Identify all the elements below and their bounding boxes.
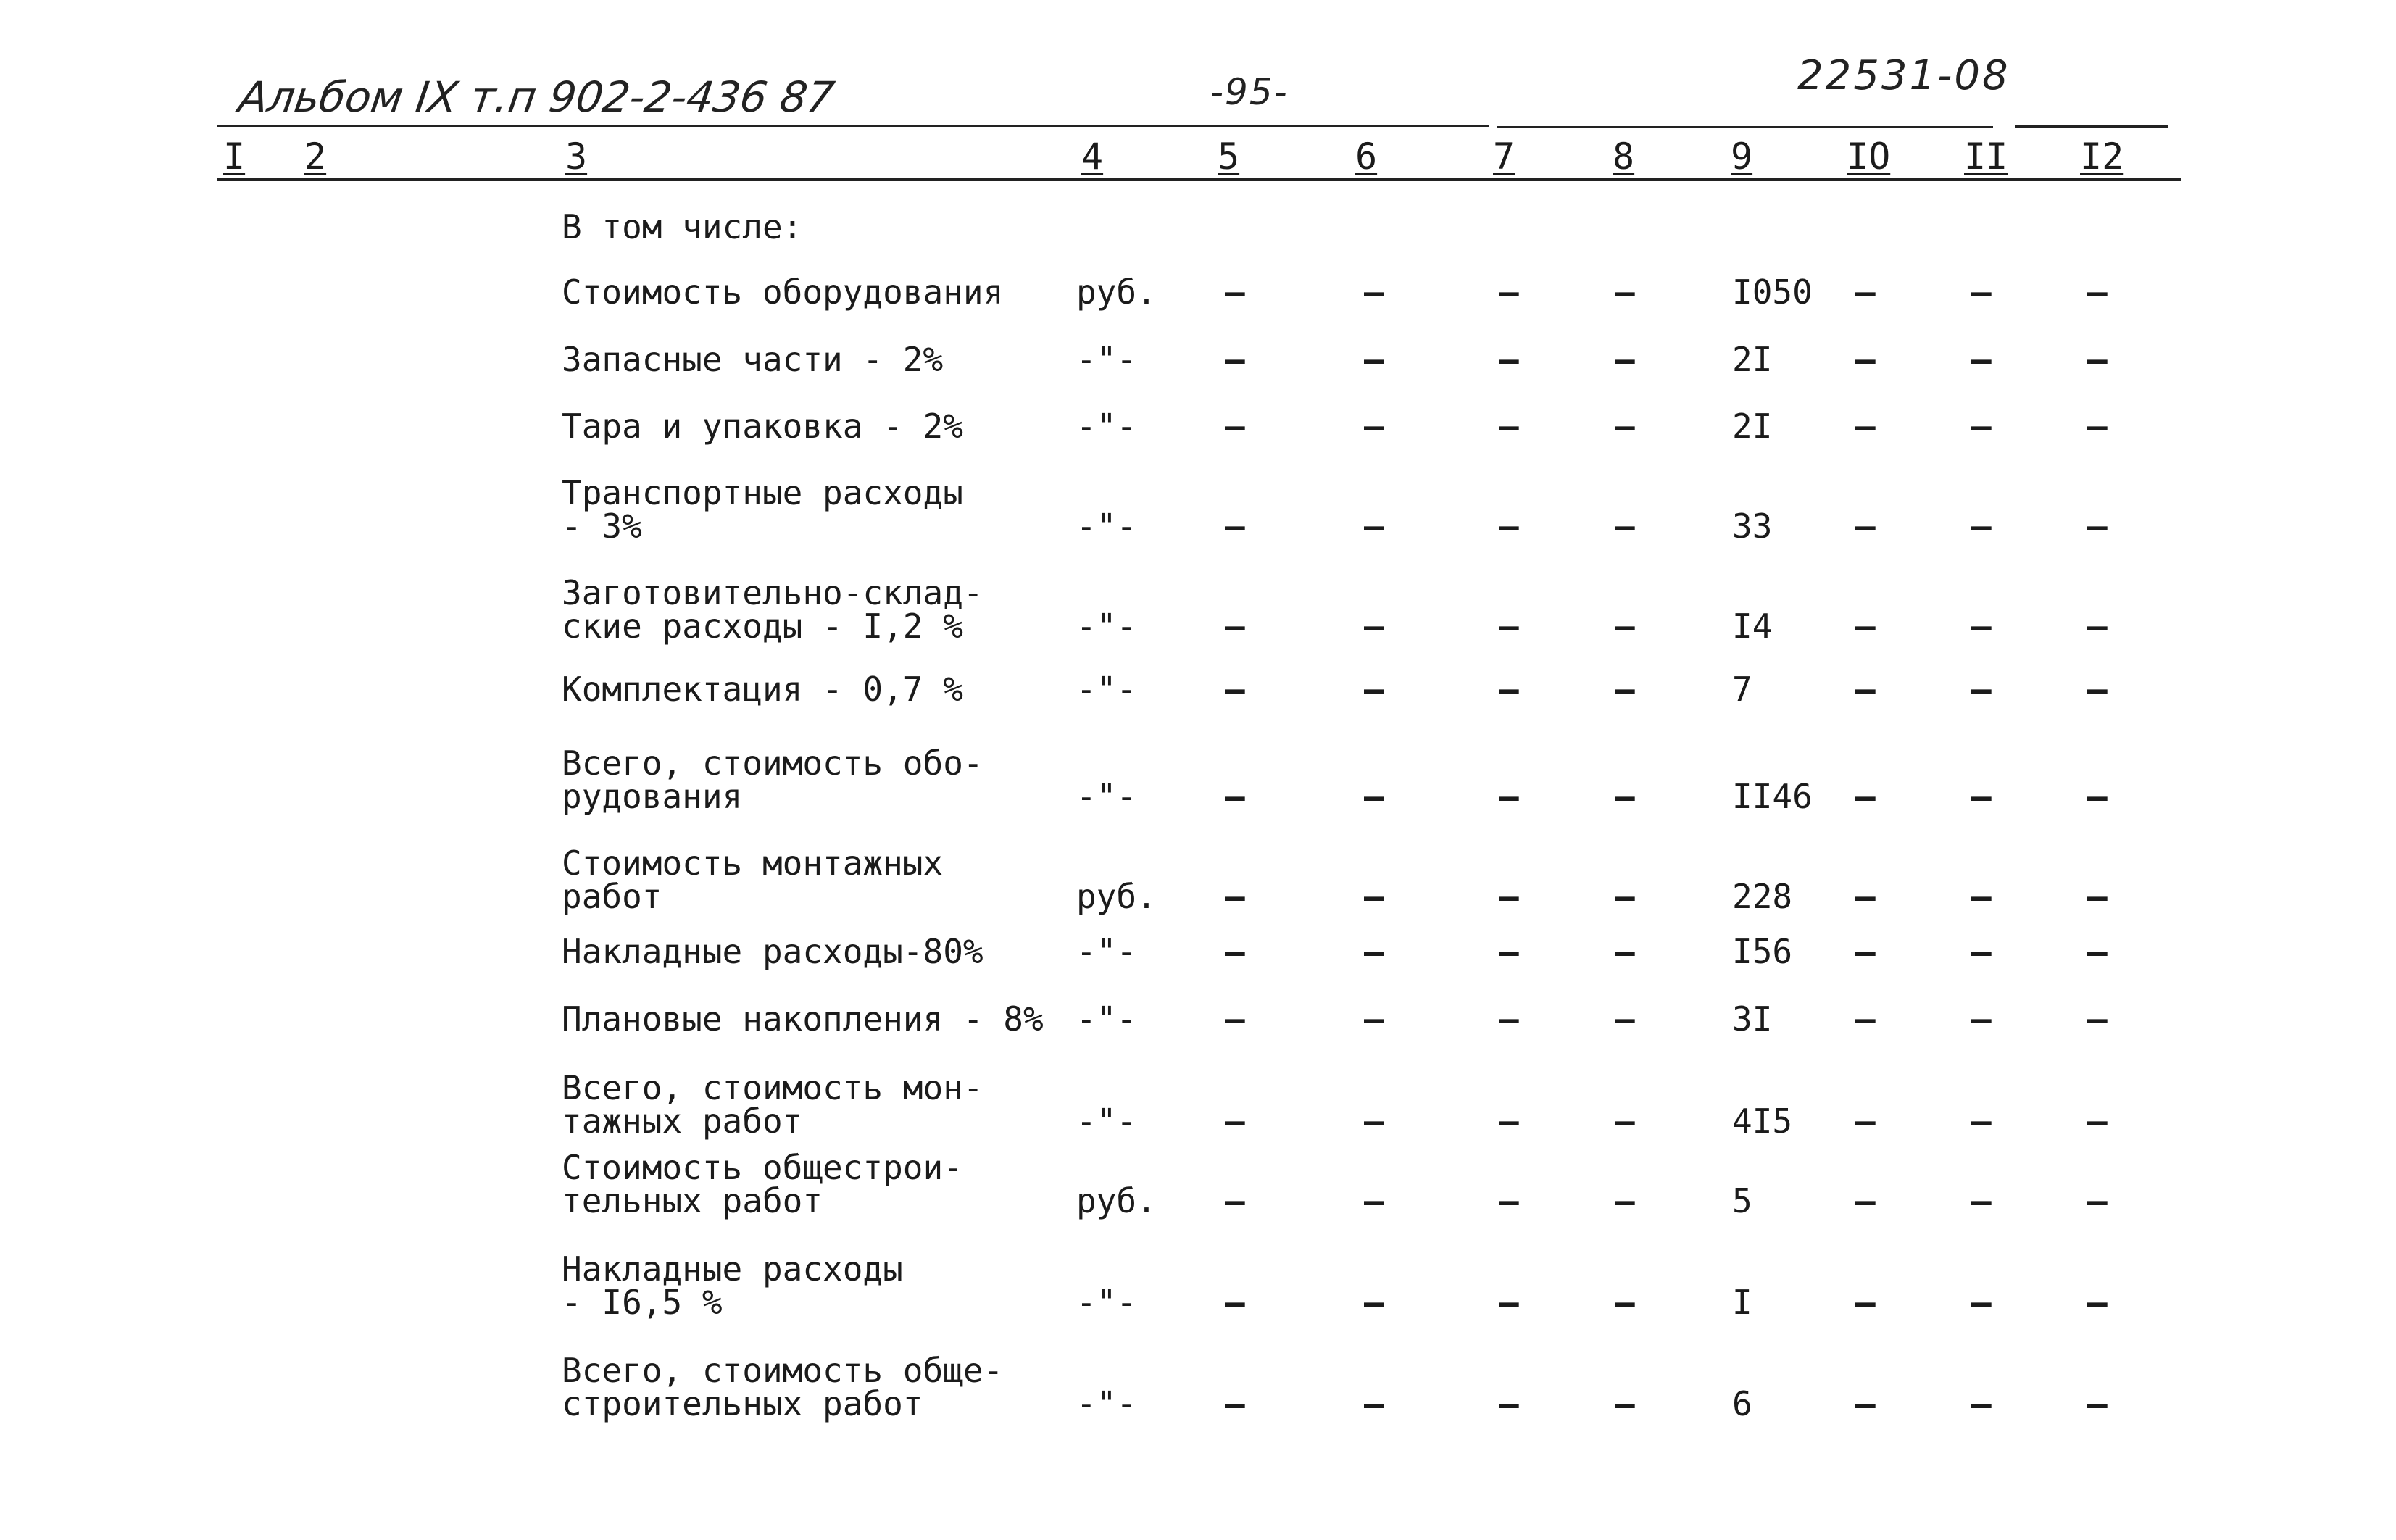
row-cell-c12: – bbox=[2087, 777, 2108, 816]
row-cell-c6: – bbox=[1364, 340, 1384, 379]
row-cell-c12: – bbox=[2087, 877, 2108, 916]
row-cell-c6: – bbox=[1364, 1384, 1384, 1423]
page-number: -95- bbox=[1210, 71, 1289, 113]
row-cell-c12: – bbox=[2087, 1181, 2108, 1220]
row-cell-c5: – bbox=[1225, 932, 1245, 971]
row-cell-c5: – bbox=[1225, 777, 1245, 816]
row-value-col9: I050 bbox=[1732, 272, 1813, 312]
row-cell-c8: – bbox=[1615, 272, 1635, 312]
column-number: 3 bbox=[565, 136, 588, 178]
row-cell-c6: – bbox=[1364, 999, 1384, 1039]
row-cell-c5: – bbox=[1225, 272, 1245, 312]
row-cell-c10: – bbox=[1855, 607, 1876, 646]
row-cell-c5: – bbox=[1225, 877, 1245, 916]
row-cell-c10: – bbox=[1855, 999, 1876, 1039]
row-cell-c6: – bbox=[1364, 607, 1384, 646]
row-description: тельных работ bbox=[562, 1181, 823, 1220]
row-cell-c8: – bbox=[1615, 670, 1635, 709]
row-cell-c5: – bbox=[1225, 340, 1245, 379]
row-cell-c11: – bbox=[1971, 670, 1992, 709]
row-cell-c7: – bbox=[1499, 340, 1519, 379]
row-value-col9: 2I bbox=[1732, 407, 1773, 446]
row-cell-c5: – bbox=[1225, 1283, 1245, 1322]
row-unit: -"- bbox=[1076, 1384, 1137, 1423]
row-cell-c5: – bbox=[1225, 1181, 1245, 1220]
row-cell-c8: – bbox=[1615, 1384, 1635, 1423]
row-cell-c5: – bbox=[1225, 1102, 1245, 1141]
row-cell-c12: – bbox=[2087, 670, 2108, 709]
column-number: 4 bbox=[1081, 136, 1104, 178]
row-cell-c8: – bbox=[1615, 340, 1635, 379]
row-cell-c11: – bbox=[1971, 1384, 1992, 1423]
row-description: тажных работ bbox=[562, 1102, 803, 1141]
row-cell-c12: – bbox=[2087, 999, 2108, 1039]
row-cell-c11: – bbox=[1971, 877, 1992, 916]
row-cell-c12: – bbox=[2087, 340, 2108, 379]
row-cell-c10: – bbox=[1855, 507, 1876, 546]
row-cell-c7: – bbox=[1499, 272, 1519, 312]
row-cell-c7: – bbox=[1499, 607, 1519, 646]
row-value-col9: 6 bbox=[1732, 1384, 1752, 1423]
row-value-col9: 7 bbox=[1732, 670, 1752, 709]
row-cell-c7: – bbox=[1499, 407, 1519, 446]
header-rule-top bbox=[217, 125, 1489, 127]
row-description: строительных работ bbox=[562, 1384, 923, 1423]
row-cell-c12: – bbox=[2087, 507, 2108, 546]
row-cell-c8: – bbox=[1615, 877, 1635, 916]
row-unit: -"- bbox=[1076, 999, 1137, 1039]
header-rule-top bbox=[1497, 126, 1993, 128]
row-cell-c8: – bbox=[1615, 407, 1635, 446]
row-cell-c10: – bbox=[1855, 877, 1876, 916]
row-cell-c11: – bbox=[1971, 272, 1992, 312]
row-cell-c7: – bbox=[1499, 507, 1519, 546]
row-description: Накладные расходы-80% bbox=[562, 932, 983, 971]
row-unit: -"- bbox=[1076, 507, 1137, 546]
row-cell-c12: – bbox=[2087, 1384, 2108, 1423]
row-cell-c12: – bbox=[2087, 1102, 2108, 1141]
row-value-col9: 3I bbox=[1732, 999, 1773, 1039]
row-description: Всего, стоимость обо- bbox=[562, 744, 983, 783]
row-value-col9: II46 bbox=[1732, 777, 1813, 816]
row-cell-c10: – bbox=[1855, 670, 1876, 709]
row-unit: -"- bbox=[1076, 407, 1137, 446]
row-cell-c10: – bbox=[1855, 1102, 1876, 1141]
row-cell-c11: – bbox=[1971, 340, 1992, 379]
row-cell-c7: – bbox=[1499, 877, 1519, 916]
row-unit: -"- bbox=[1076, 670, 1137, 709]
row-cell-c11: – bbox=[1971, 777, 1992, 816]
row-cell-c10: – bbox=[1855, 932, 1876, 971]
row-cell-c11: – bbox=[1971, 1283, 1992, 1322]
header-rule-top bbox=[2015, 125, 2168, 128]
row-value-col9: I bbox=[1732, 1283, 1752, 1322]
row-cell-c7: – bbox=[1499, 1384, 1519, 1423]
row-cell-c8: – bbox=[1615, 1102, 1635, 1141]
row-value-col9: 4I5 bbox=[1732, 1102, 1793, 1141]
header-rule-bottom bbox=[217, 178, 2181, 181]
section-title: В том числе: bbox=[562, 207, 803, 246]
row-cell-c12: – bbox=[2087, 932, 2108, 971]
row-unit: -"- bbox=[1076, 340, 1137, 379]
row-cell-c6: – bbox=[1364, 1283, 1384, 1322]
column-number: I bbox=[223, 136, 246, 178]
row-description: Запасные части - 2% bbox=[562, 340, 944, 379]
column-number: 9 bbox=[1731, 136, 1753, 178]
row-unit: -"- bbox=[1076, 1283, 1137, 1322]
row-description: Всего, стоимость мон- bbox=[562, 1068, 983, 1107]
row-unit: руб. bbox=[1076, 1181, 1157, 1220]
row-cell-c12: – bbox=[2087, 407, 2108, 446]
row-cell-c8: – bbox=[1615, 999, 1635, 1039]
row-cell-c6: – bbox=[1364, 407, 1384, 446]
row-description: Накладные расходы bbox=[562, 1249, 903, 1289]
row-cell-c11: – bbox=[1971, 507, 1992, 546]
row-cell-c8: – bbox=[1615, 777, 1635, 816]
row-cell-c5: – bbox=[1225, 607, 1245, 646]
album-reference: Альбом IX т.п 902-2-436 87 bbox=[236, 72, 838, 122]
row-description: Транспортные расходы bbox=[562, 473, 963, 512]
row-description: Стоимость монтажных bbox=[562, 844, 944, 883]
row-cell-c6: – bbox=[1364, 272, 1384, 312]
row-description: Стоимость оборудования bbox=[562, 272, 1004, 312]
row-cell-c11: – bbox=[1971, 932, 1992, 971]
row-cell-c10: – bbox=[1855, 407, 1876, 446]
row-unit: -"- bbox=[1076, 777, 1137, 816]
row-cell-c10: – bbox=[1855, 777, 1876, 816]
row-cell-c12: – bbox=[2087, 1283, 2108, 1322]
row-cell-c6: – bbox=[1364, 1181, 1384, 1220]
row-cell-c7: – bbox=[1499, 1181, 1519, 1220]
row-cell-c12: – bbox=[2087, 272, 2108, 312]
column-number: I2 bbox=[2080, 136, 2124, 178]
row-cell-c10: – bbox=[1855, 1181, 1876, 1220]
row-cell-c10: – bbox=[1855, 272, 1876, 312]
row-cell-c8: – bbox=[1615, 607, 1635, 646]
row-cell-c6: – bbox=[1364, 670, 1384, 709]
row-cell-c6: – bbox=[1364, 932, 1384, 971]
row-value-col9: 33 bbox=[1732, 507, 1773, 546]
row-cell-c7: – bbox=[1499, 670, 1519, 709]
row-description: - 3% bbox=[562, 507, 642, 546]
column-number: 6 bbox=[1355, 136, 1378, 178]
row-cell-c11: – bbox=[1971, 607, 1992, 646]
row-description: рудования bbox=[562, 777, 743, 816]
column-number: 7 bbox=[1493, 136, 1515, 178]
row-cell-c6: – bbox=[1364, 507, 1384, 546]
row-cell-c8: – bbox=[1615, 1181, 1635, 1220]
row-description: Заготовительно-склад- bbox=[562, 573, 983, 612]
row-cell-c7: – bbox=[1499, 999, 1519, 1039]
row-value-col9: 5 bbox=[1732, 1181, 1752, 1220]
row-unit: -"- bbox=[1076, 932, 1137, 971]
row-cell-c7: – bbox=[1499, 1102, 1519, 1141]
row-cell-c11: – bbox=[1971, 1102, 1992, 1141]
row-cell-c7: – bbox=[1499, 777, 1519, 816]
column-number: 2 bbox=[304, 136, 327, 178]
row-cell-c10: – bbox=[1855, 1384, 1876, 1423]
row-cell-c5: – bbox=[1225, 670, 1245, 709]
row-cell-c8: – bbox=[1615, 1283, 1635, 1322]
column-number: 8 bbox=[1613, 136, 1635, 178]
document-code: 22531-08 bbox=[1797, 52, 2010, 99]
row-cell-c12: – bbox=[2087, 607, 2108, 646]
row-cell-c7: – bbox=[1499, 932, 1519, 971]
row-cell-c6: – bbox=[1364, 777, 1384, 816]
row-cell-c7: – bbox=[1499, 1283, 1519, 1322]
row-description: Тара и упаковка - 2% bbox=[562, 407, 963, 446]
row-cell-c10: – bbox=[1855, 340, 1876, 379]
row-value-col9: I4 bbox=[1732, 607, 1773, 646]
row-cell-c6: – bbox=[1364, 1102, 1384, 1141]
row-unit: -"- bbox=[1076, 1102, 1137, 1141]
row-cell-c11: – bbox=[1971, 999, 1992, 1039]
row-description: - I6,5 % bbox=[562, 1283, 723, 1322]
row-cell-c8: – bbox=[1615, 932, 1635, 971]
row-value-col9: 2I bbox=[1732, 340, 1773, 379]
row-cell-c8: – bbox=[1615, 507, 1635, 546]
row-description: Всего, стоимость обще- bbox=[562, 1351, 1004, 1390]
column-number: IO bbox=[1847, 136, 1891, 178]
row-value-col9: I56 bbox=[1732, 932, 1793, 971]
row-value-col9: 228 bbox=[1732, 877, 1793, 916]
row-cell-c5: – bbox=[1225, 507, 1245, 546]
row-description: Стоимость общестрои- bbox=[562, 1148, 963, 1187]
column-number: 5 bbox=[1218, 136, 1240, 178]
row-unit: руб. bbox=[1076, 272, 1157, 312]
row-cell-c5: – bbox=[1225, 407, 1245, 446]
row-cell-c11: – bbox=[1971, 1181, 1992, 1220]
row-unit: руб. bbox=[1076, 877, 1157, 916]
row-description: Комплектация - 0,7 % bbox=[562, 670, 963, 709]
row-description: ские расходы - I,2 % bbox=[562, 607, 963, 646]
row-unit: -"- bbox=[1076, 607, 1137, 646]
row-cell-c11: – bbox=[1971, 407, 1992, 446]
row-cell-c5: – bbox=[1225, 1384, 1245, 1423]
row-description: Плановые накопления - 8% bbox=[562, 999, 1044, 1039]
row-cell-c5: – bbox=[1225, 999, 1245, 1039]
row-cell-c10: – bbox=[1855, 1283, 1876, 1322]
row-cell-c6: – bbox=[1364, 877, 1384, 916]
row-description: работ bbox=[562, 877, 662, 916]
column-number: II bbox=[1964, 136, 2008, 178]
